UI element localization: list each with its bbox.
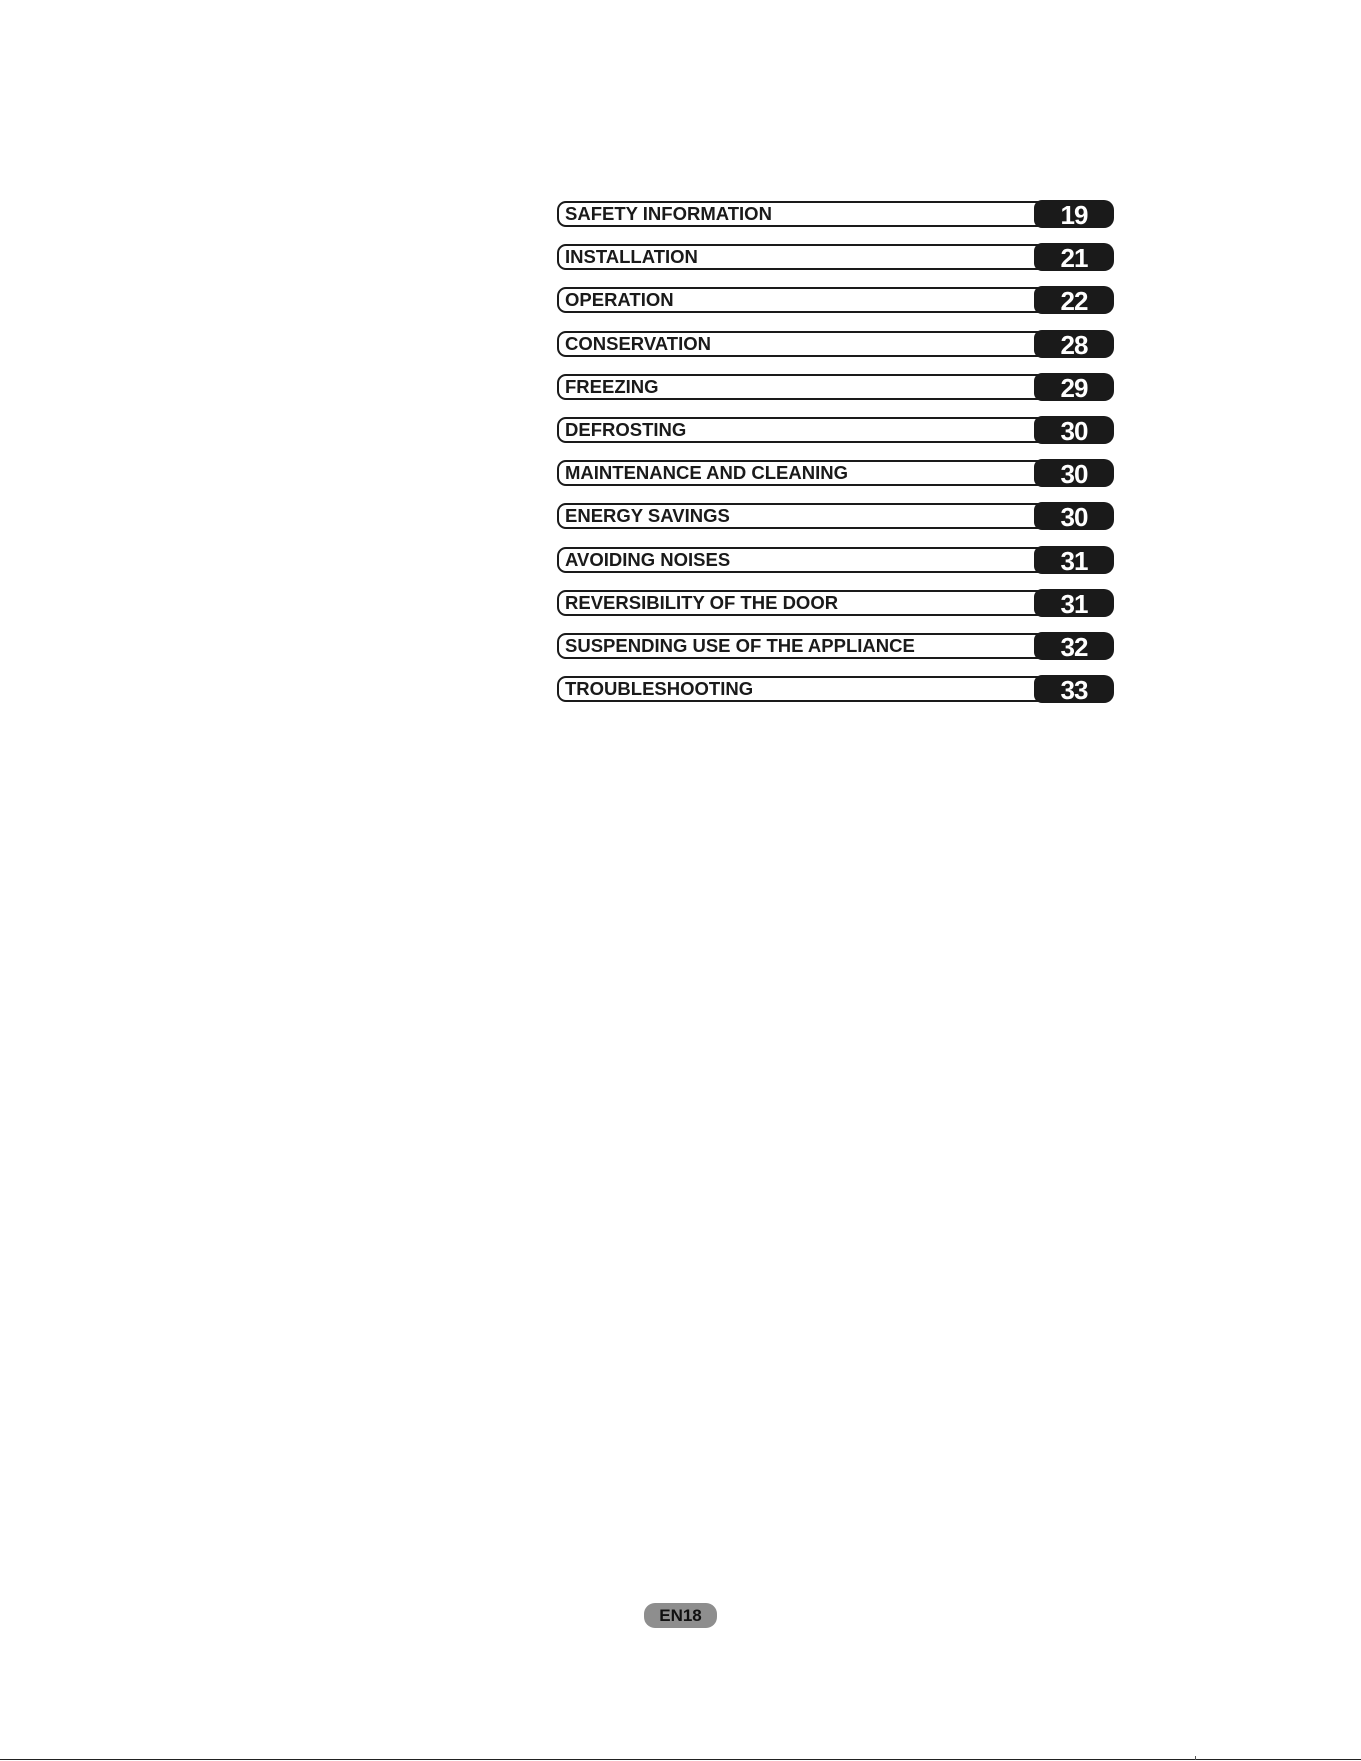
toc-entry-page-number: 32: [1034, 632, 1114, 660]
toc-entry-page-number: 30: [1034, 416, 1114, 444]
toc-entry-installation[interactable]: [557, 243, 1114, 274]
toc-entry-reversibility-of-the-door[interactable]: [557, 588, 1114, 619]
toc-entry-label: AVOIDING NOISES: [565, 548, 731, 570]
toc-entry-page-number: 30: [1034, 502, 1114, 530]
toc-entry-page-number: 21: [1034, 243, 1114, 271]
toc-entry-page-number: 29: [1034, 373, 1114, 401]
toc-entry-label: TROUBLESHOOTING: [565, 678, 754, 700]
toc-entry-defrosting[interactable]: [557, 415, 1114, 446]
toc-entry-conservation[interactable]: [557, 329, 1114, 360]
footer-crop-mark: [1195, 1756, 1196, 1760]
toc-entry-suspending-use-of-the-appliance[interactable]: [557, 631, 1114, 662]
toc-entry-energy-savings[interactable]: [557, 502, 1114, 533]
toc-entry-page-number: 30: [1034, 459, 1114, 487]
toc-entry-label: ENERGY SAVINGS: [565, 505, 730, 527]
toc-entry-page-number: 19: [1034, 200, 1114, 228]
toc-entry-label: REVERSIBILITY OF THE DOOR: [565, 591, 839, 613]
footer-rule: [0, 1759, 1361, 1760]
toc-entry-operation[interactable]: [557, 286, 1114, 317]
toc-entry-label: SUSPENDING USE OF THE APPLIANCE: [565, 634, 915, 656]
toc-entry-page-number: 31: [1034, 546, 1114, 574]
toc-entry-label: FREEZING: [565, 375, 659, 397]
toc-entry-troubleshooting[interactable]: [557, 675, 1114, 706]
toc-entry-page-number: 22: [1034, 286, 1114, 314]
toc-entry-label: CONSERVATION: [565, 332, 711, 354]
toc-entry-label: SAFETY INFORMATION: [565, 203, 772, 224]
table-of-contents: [557, 201, 1114, 719]
toc-entry-freezing[interactable]: [557, 372, 1114, 403]
toc-entry-label: DEFROSTING: [565, 418, 687, 440]
page-number-badge: EN18: [644, 1603, 717, 1628]
toc-entry-label: OPERATION: [565, 289, 674, 311]
toc-entry-maintenance-and-cleaning[interactable]: [557, 459, 1114, 490]
toc-entry-page-number: 31: [1034, 589, 1114, 617]
toc-entry-safety-information[interactable]: [557, 200, 1114, 230]
toc-entry-page-number: 33: [1034, 675, 1114, 703]
toc-entry-avoiding-noises[interactable]: [557, 545, 1114, 576]
toc-entry-label: INSTALLATION: [565, 246, 698, 268]
toc-entry-page-number: 28: [1034, 330, 1114, 358]
toc-entry-label: MAINTENANCE AND CLEANING: [565, 462, 848, 484]
